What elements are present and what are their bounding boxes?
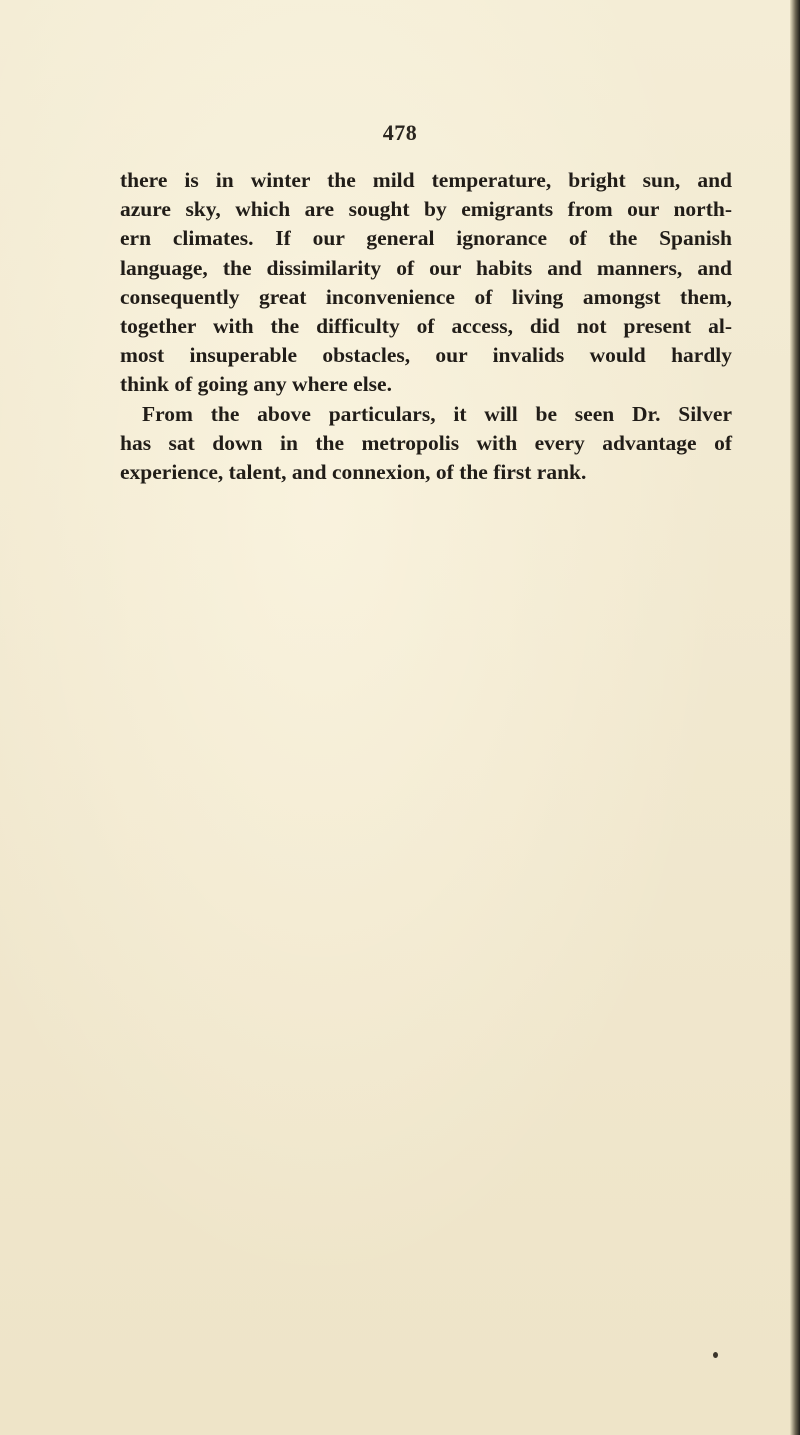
- text-line-8: think of going any where else.: [120, 372, 392, 397]
- page-edge-shadow: [790, 0, 800, 1435]
- ink-speck: [713, 1352, 718, 1358]
- text-line-5: consequently great inconvenience of living amongst them,: [120, 284, 732, 309]
- text-line-2: azure sky, which are sought by emigrants from our north-: [120, 197, 732, 222]
- text-line-11: experience, talent, and connexion, of the first rank.: [120, 460, 587, 485]
- body-text: [120, 166, 732, 487]
- text-line-10: has sat down in the metropolis with every advantage of: [120, 430, 732, 455]
- text-line-3: ern climates. If our general ignorance of the Spanish: [120, 226, 732, 251]
- text-line-1: there is in winter the mild temperature, bright sun, and: [120, 168, 732, 192]
- text-line-6: together with the difficulty of access, did not present al-: [120, 314, 732, 339]
- text-line-7: most insuperable obstacles, our invalids would hardly: [120, 343, 732, 368]
- text-line-9: From the above particulars, it will be seen Dr. Silver: [142, 401, 732, 426]
- text-line-4: language, the dissimilarity of our habits and manners, and: [120, 255, 732, 280]
- page-number: 478: [382, 120, 418, 145]
